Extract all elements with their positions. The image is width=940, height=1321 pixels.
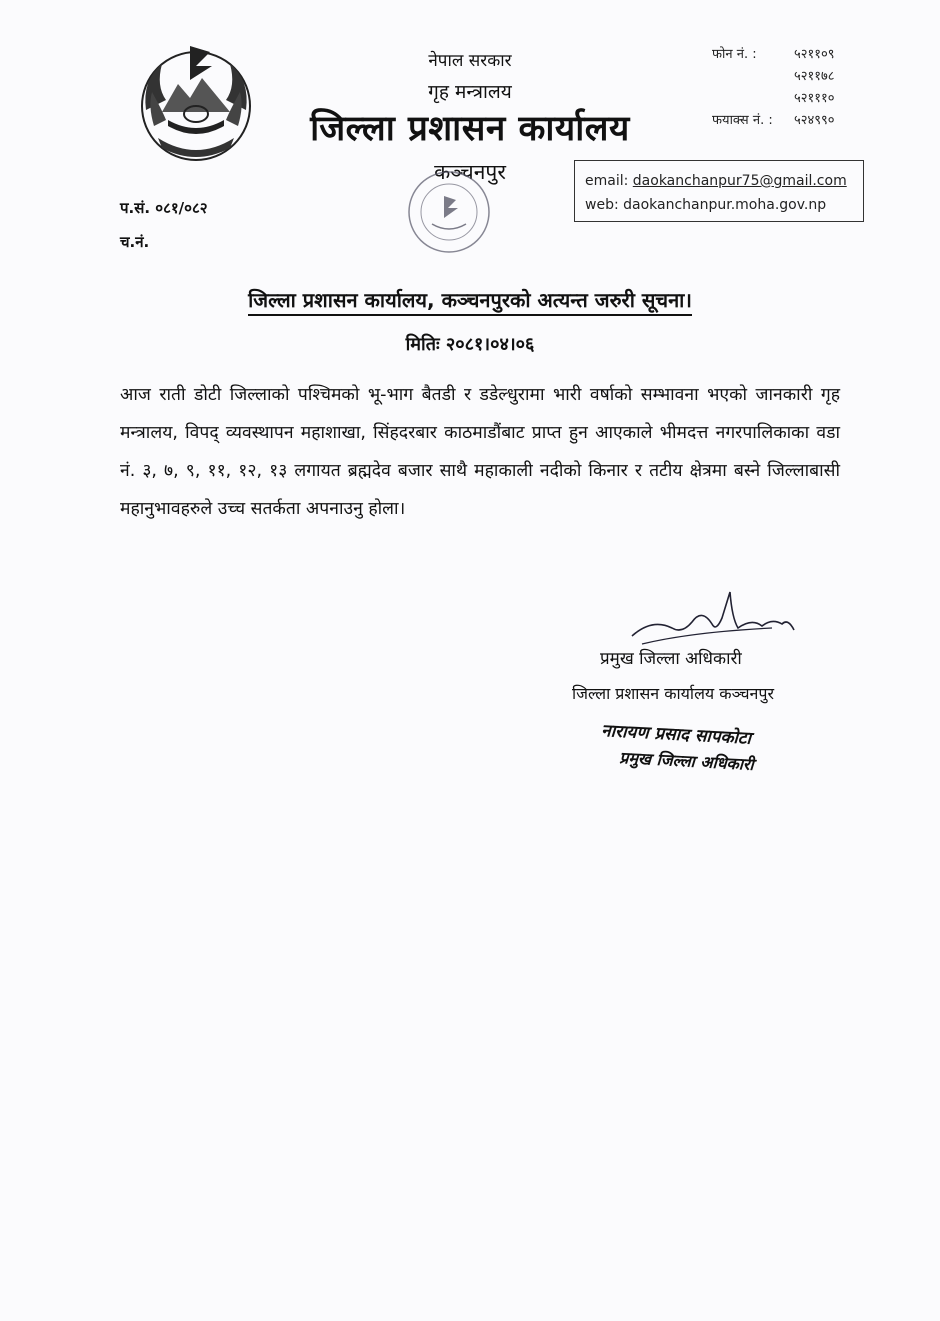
notice-body: आज राती डोटी जिल्लाको पश्चिमको भू-भाग बैतडी र डडेल्धुरामा भारी वर्षाको सम्भावना भएको जानकारी गृह मन्त्रालय, विपद् व्यवस्थापन महाशाखा, सिंहदरबार काठमाडौंबाट प्राप्त हुन आएकाले भीमदत्त नगरपालिकाका वडा नं. ३, ७, ९, ११, १२, १३ लगायत ब्रह्मदेव बजार साथै महाकाली नदीको किनार र तटीय क्षेत्रमा बस्ने जिल्लाबासी महानुभावहरुले उच्च सतर्कता अपनाउनु होला। — [120, 385, 840, 519]
email-link[interactable]: daokanchanpur75@gmail.com — [632, 173, 847, 189]
government-name: नेपाल सरकार — [428, 51, 512, 71]
signatory-post-stamp: प्रमुख जिल्ला अधिकारी — [618, 747, 755, 775]
fax-number: ५२४९९० — [794, 113, 835, 128]
phone-block — [712, 44, 874, 132]
office-seal-icon — [404, 166, 494, 258]
notice-title-text: जिल्ला प्रशासन कार्यालय, कञ्चनपुरको अत्यन्त जरुरी सूचना। — [248, 288, 692, 316]
dispatch-number: च.नं. — [120, 233, 150, 251]
web-address[interactable]: daokanchanpur.moha.gov.np — [623, 197, 827, 213]
email-label: email: — [585, 173, 629, 189]
fax-label: फयाक्स नं. : — [712, 113, 773, 128]
signatory-office: जिल्ला प्रशासन कार्यालय कञ्चनपुर — [572, 684, 775, 703]
notice-title — [120, 286, 820, 313]
reference-number: प.सं. ०८१/०८२ — [120, 199, 208, 217]
phone-number: ५२११७८ — [794, 69, 835, 84]
signatory-title: प्रमुख जिल्ला अधिकारी — [600, 649, 742, 669]
signatory-name-stamp: नारायण प्रसाद सापकोटा — [600, 720, 752, 749]
ministry-name: गृह मन्त्रालय — [428, 81, 512, 103]
nepal-emblem-icon — [132, 40, 260, 162]
web-label: web: — [585, 197, 619, 213]
notice-date: मितिः २०८१।०४।०६ — [405, 334, 535, 355]
phone-label: फोन नं. : — [712, 47, 757, 62]
contact-box — [574, 160, 864, 222]
office-name: जिल्ला प्रशासन कार्यालय — [310, 109, 630, 149]
phone-number: ५२११०९ — [794, 47, 835, 62]
district-name: कञ्चनपुर — [434, 160, 506, 184]
phone-number: ५२१११० — [794, 91, 835, 106]
